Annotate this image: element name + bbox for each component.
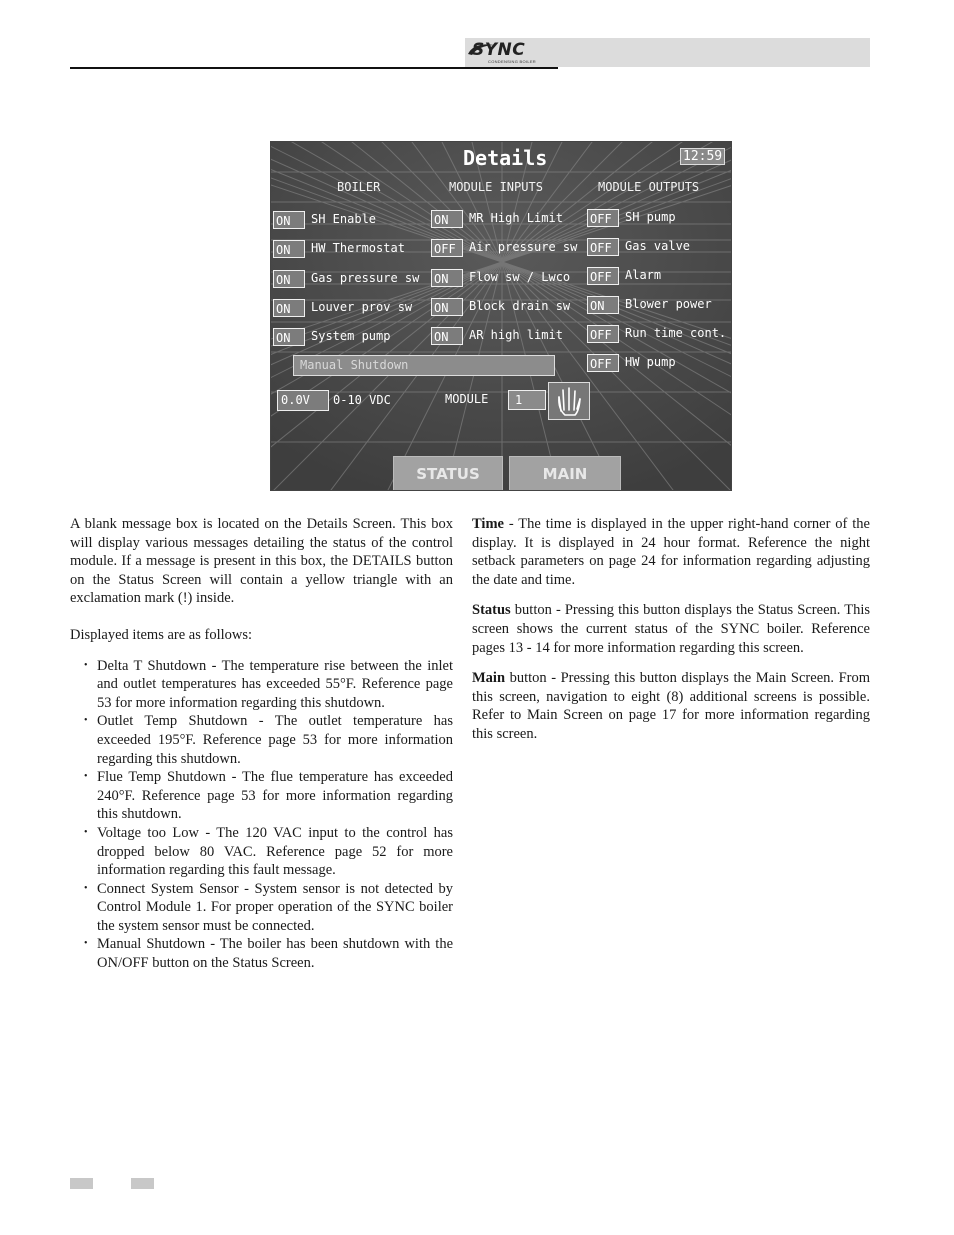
- row-label: System pump: [311, 329, 391, 343]
- main-button[interactable]: MAIN: [509, 456, 621, 491]
- displayed-items-heading: Displayed items are as follows:: [70, 626, 253, 643]
- status-indicator: ON: [273, 328, 305, 346]
- status-indicator: ON: [273, 211, 305, 229]
- row-label: Louver prov sw: [311, 300, 413, 314]
- status-indicator: ON: [431, 210, 463, 228]
- screen-title: Details: [463, 146, 548, 170]
- status-indicator: OFF: [587, 238, 619, 256]
- list-item: • Voltage too Low - The 120 VAC input to the control has dropped below 80 VAC. Reference page 52 for more information regarding this fault message.: [70, 824, 453, 880]
- module-label: MODULE: [445, 392, 489, 406]
- status-description: button - Pressing this button displays the Status Screen. This screen shows the current status of the SYNC boiler. Reference pages 13 - 14 for more information regarding this screen.: [472, 602, 870, 656]
- boiler-column-header: BOILER: [337, 180, 381, 194]
- status-term: Status: [472, 602, 511, 619]
- list-item: • Manual Shutdown - The boiler has been shutdown with the ON/OFF button on the Status Screen.: [70, 935, 453, 972]
- voltage-readout: 0.0V: [277, 390, 329, 411]
- screen-time: 12:59: [680, 148, 725, 165]
- hand-icon[interactable]: [548, 382, 590, 420]
- logo-subtext: CONDENSING BOILER: [488, 59, 536, 64]
- grid-background: [271, 142, 732, 491]
- right-column: [472, 515, 870, 744]
- row-label: SH Enable: [311, 212, 377, 226]
- intro-paragraph: A blank message box is located on the Details Screen. This box will display various messages detailing the status of the control module. If a message is present in this box, the DETAILS button on the Status Screen will contain a yellow triangle with an exclamation mark (!) inside.: [70, 516, 453, 607]
- status-indicator: ON: [273, 270, 305, 288]
- inputs-column-header: MODULE INPUTS: [449, 180, 543, 194]
- details-screenshot: [270, 141, 732, 491]
- row-label: AR high limit: [469, 328, 563, 342]
- footer-tab-left: [70, 1178, 93, 1189]
- row-label: Gas pressure sw: [311, 271, 420, 285]
- status-indicator: ON: [431, 269, 463, 287]
- row-label: Flow sw / Lwco: [469, 270, 571, 284]
- status-indicator: ON: [273, 299, 305, 317]
- left-column: [70, 515, 453, 973]
- row-label: MR High Limit: [469, 211, 563, 225]
- list-item: • Outlet Temp Shutdown - The outlet temperature has exceeded 195°F. Reference page 53 for more information regarding this shutdown.: [70, 712, 453, 768]
- list-item: • Connect System Sensor - System sensor is not detected by Control Module 1. For proper operation of the SYNC boiler the system sensor must be connected.: [70, 880, 453, 936]
- time-paragraph: [472, 515, 870, 589]
- main-description: button - Pressing this button displays the Main Screen. From this screen, navigation to eight (8) additional screens is possible. Refer to Main Screen on page 17 for more information regarding this screen.: [472, 670, 870, 742]
- status-indicator: ON: [431, 327, 463, 345]
- list-item: • Flue Temp Shutdown - The flue temperature has exceeded 240°F. Reference page 53 for more information regarding this shutdown.: [70, 768, 453, 824]
- row-label: HW Thermostat: [311, 241, 405, 255]
- status-indicator: OFF: [431, 239, 463, 257]
- main-paragraph: [472, 669, 870, 743]
- message-box: Manual Shutdown: [293, 355, 555, 376]
- status-paragraph: [472, 601, 870, 657]
- message-list: [70, 657, 453, 973]
- logo-wordmark: SYNC: [472, 40, 526, 60]
- main-term: Main: [472, 670, 506, 687]
- status-indicator: OFF: [587, 354, 619, 372]
- sync-logo: [466, 38, 558, 67]
- header-rule: [70, 67, 558, 69]
- list-item: • Delta T Shutdown - The temperature rise between the inlet and outlet temperatures has exceeded 55°F. Reference page 53 for more information regarding this shutdown.: [70, 657, 453, 713]
- module-selector[interactable]: 1: [508, 390, 546, 410]
- outputs-column-header: MODULE OUTPUTS: [598, 180, 700, 194]
- status-indicator: ON: [431, 298, 463, 316]
- row-label: Alarm: [625, 268, 662, 282]
- row-label: HW pump: [625, 355, 676, 369]
- voltage-label: 0-10 VDC: [333, 393, 391, 407]
- time-term: Time: [472, 516, 504, 532]
- status-indicator: ON: [273, 240, 305, 258]
- status-indicator: ON: [587, 296, 619, 314]
- status-button[interactable]: STATUS: [393, 456, 503, 491]
- row-label: Block drain sw: [469, 299, 571, 313]
- row-label: Blower power: [625, 297, 712, 311]
- status-indicator: OFF: [587, 267, 619, 285]
- row-label: Run time cont.: [625, 326, 727, 340]
- status-indicator: OFF: [587, 209, 619, 227]
- row-label: SH pump: [625, 210, 676, 224]
- status-indicator: OFF: [587, 325, 619, 343]
- row-label: Gas valve: [625, 239, 691, 253]
- footer-tab-right: [131, 1178, 154, 1189]
- time-description: - The time is displayed in the upper right-hand corner of the display. It is displayed in 24 hour format. Reference the night setback parameters on page 24 for information regarding adjusting the date and time.: [472, 516, 870, 588]
- row-label: Air pressure sw: [469, 240, 578, 254]
